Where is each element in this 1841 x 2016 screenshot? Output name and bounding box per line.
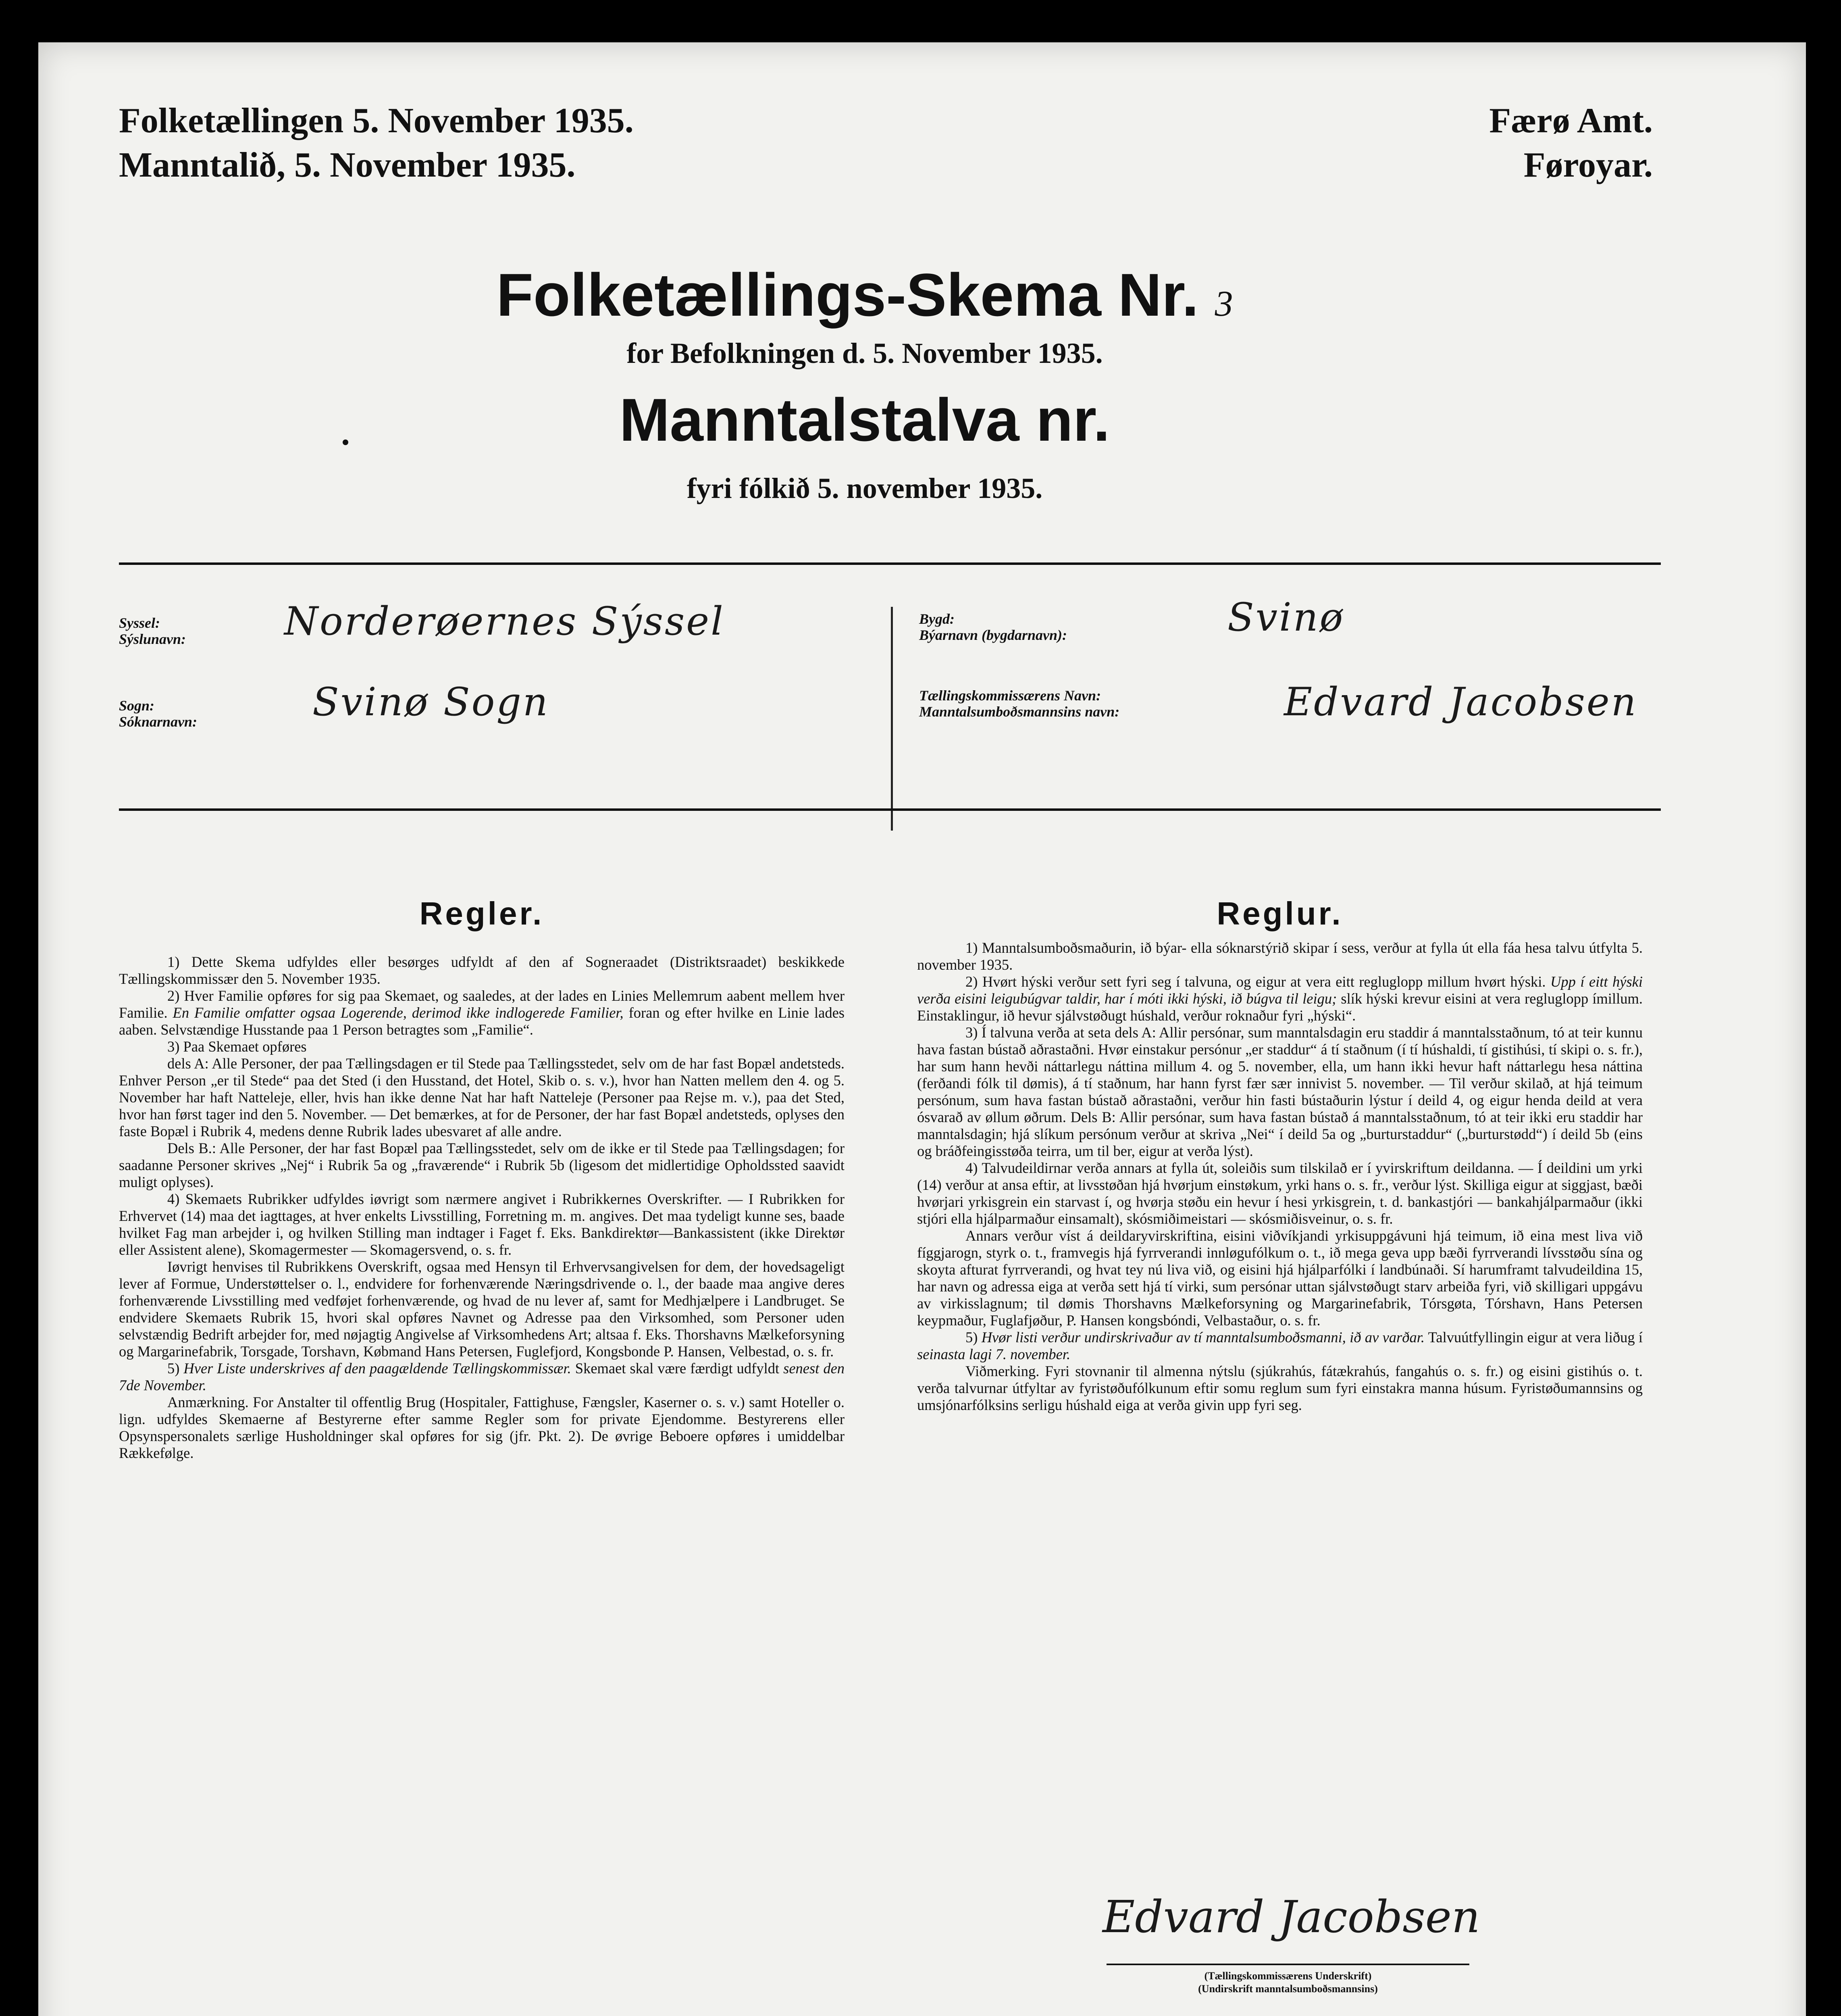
syssel-label <box>119 615 186 647</box>
regler-p2 <box>119 987 845 1038</box>
signature-handwritten: Edvard Jacobsen <box>1103 1891 1480 1943</box>
reglur-p5d: seinasta lagi 7. november. <box>917 1346 1071 1362</box>
reglur-p5b: Hvør listi verður undirskrivaður av tí manntalsumboðsmanni, ið av varðar. <box>981 1329 1425 1345</box>
reglur-title: Reglur. <box>1217 896 1343 931</box>
regler-title: Regler. <box>419 896 544 931</box>
field-column-divider <box>891 607 893 831</box>
reglur-column <box>917 939 1643 1414</box>
kommissaer-label-fo: Manntalsumboðsmannsins navn: <box>919 704 1120 720</box>
header-left-line2: Manntalið, 5. November 1935. <box>119 146 576 185</box>
sogn-value: Svinø Sogn <box>312 679 549 725</box>
regler-p5 <box>119 1360 845 1394</box>
reglur-vidmerking: Viðmerking. Fyri stovnanir til almenna nýtslu (sjúkrahús, fátækrahús, fangahús o. s. fr.) og eisini gistihús o. t. verða talvurnar útfyltar av fyristøðufólkunum eftir somu reglum sum fyri einstakra manna húsum. Fyristøðumannsins og umsjónarfólksins serligu húshald eiga at verða givin upp fyri seg. <box>917 1363 1643 1413</box>
reglur-p2c: slík hýski krevur eisini at vera regluglopp ímillum. Einstaklingur, ið hevur sjálvstøðugt húshald, verður roknaður fyri „hýski“. <box>917 990 1643 1024</box>
regler-p5c: Skemaet skal være færdigt udfyldt <box>575 1360 780 1377</box>
reglur-p5a: 5) <box>965 1329 978 1345</box>
bottom-divider <box>119 808 1661 811</box>
signature-line <box>1107 1964 1469 1965</box>
form-subtitle-danish: for Befolkningen d. 5. November 1935. <box>626 337 1103 369</box>
regler-p3a: dels A: Alle Personer, der paa Tællingsdagen er til Stede paa Tællingsstedet, selv om de har fast Bopæl andetsteds. Enhver Person „er til Stede“ paa det Sted (i den Husstand, det Hotel, Skib o. s. v.), hvor han Natten mellem den 4. og 5. November har haft Natteleje, eller, hvis han ikke denne Nat har haft Natteleje (Personer paa Rejse m. v.), paa det Sted, hvor han først tager ind den 5. November. — Det bemærkes, at for de Personer, der har fast Bopæl andetsteds, oplyses den faste Bopæl i Rubrik 4, medens denne Rubrik lades ubesvaret af alle andre. <box>119 1055 845 1139</box>
header-left-line1: Folketællingen 5. November 1935. <box>119 101 634 140</box>
signature-caption-fo: (Undirskrift manntalsumboðsmannsins) <box>1198 1983 1378 1995</box>
reglur-p5c: Talvuútfyllingin eigur at vera liðug í <box>1428 1329 1643 1345</box>
regler-p4: 4) Skemaets Rubrikker udfyldes iøvrigt som nærmere angivet i Rubrikkernes Overskrifter. — I Rubrikken for Erhvervet (14) maa det iagttages, at hver enkelts Livsstilling, Forretning m. m. angives. Det maa tydeligt kunne ses, baade hvilket Fag man arbejder i, og hvilken Stilling man indtager i Faget f. Eks. Bankdirektør—Bankassistent (ikke Direktør eller Assistent alene), Skomagermester — Skomagersvend, o. s. fr. <box>119 1191 845 1258</box>
sogn-label-fo: Sóknarnavn: <box>119 714 198 730</box>
reglur-p2a: 2) Hvørt hýski verður sett fyri seg í talvuna, og eigur at vera eitt regluglopp millum hvørt hýski. <box>965 973 1546 990</box>
kommissaer-value: Edvard Jacobsen <box>1284 679 1638 725</box>
bygd-label-da: Bygd: <box>919 611 955 627</box>
regler-p1: 1) Dette Skema udfyldes eller besørges udfyldt af den af Sogneraadet (Distriktsraadet) beskikkede Tællingskommissær den 5. November 1935. <box>119 954 845 987</box>
skema-number: 3 <box>1215 284 1233 324</box>
signature-caption <box>1107 1970 1469 1995</box>
top-divider <box>119 562 1661 565</box>
ink-dot <box>343 439 348 445</box>
kommissaer-label-da: Tællingskommissærens Navn: <box>919 687 1101 704</box>
bygd-label-fo: Býarnavn (bygdarnavn): <box>919 627 1067 643</box>
syssel-value: Norderøernes Sýssel <box>284 599 725 644</box>
signature-caption-da: (Tællingskommissærens Underskrift) <box>1204 1970 1372 1982</box>
census-form-page <box>38 42 1806 2016</box>
reglur-p2b: Upp í eitt hýski verða eisini leigubúgvar taldir, har í móti ikki hýski, ið búgva til leigu; <box>917 973 1643 1007</box>
regler-p3: 3) Paa Skemaet opføres <box>167 1038 307 1055</box>
header-right-line2: Føroyar. <box>1523 146 1653 185</box>
regler-p5b: Hver Liste underskrives af den paagældende Tællingskommissær. <box>183 1360 571 1377</box>
sogn-label-da: Sogn: <box>119 698 155 714</box>
form-subtitle-faroese: fyri fólkið 5. november 1935. <box>686 472 1043 504</box>
regler-p3b: Dels B.: Alle Personer, der har fast Bopæl paa Tællingsstedet, selv om de ikke er til Stede paa Tællingsdagen; for saadanne Personer skrives „Nej“ i Rubrik 5a og „fraværende“ i Rubrik 5b (ligesom det midlertidige Opholdssted saavidt muligt oplyses). <box>119 1140 845 1190</box>
header-left <box>119 99 634 187</box>
regler-p2a: 2) Hver Familie opføres for sig paa Skemaet, og saaledes, at der lades en Linies Mellemrum aabent mellem hver Familie. <box>119 987 845 1021</box>
regler-p2c: foran og efter hvilke en Linie lades aaben. Selvstændige Husstande paa 1 Person betragtes som „Familie“. <box>119 1004 845 1038</box>
reglur-p1: 1) Manntalsumboðsmaðurin, ið býar- ella sóknarstýrið skipar í sess, verður at fylla út ella fáa hesa talvu útfylta 5. november 1935. <box>917 939 1643 973</box>
reglur-p5 <box>917 1329 1643 1363</box>
reglur-p4: 4) Talvudeildirnar verða annars at fylla út, soleiðis sum tilskilað er í yvirskriftum deildanna. — Í deildini um yrki (14) verður at ansa eftir, at livsstøðan hjá hvørjum einstøkum, yrki hans o. s. fr., verður lýst. Skilliga eigur at siggjast, bæði hvørjari yrkisgrein ein starvast í, og hvørja støðu ein hevur í hesi yrkisgrein, t. d. bankastjóri — bankahjálparmaður (ikki stjóri ella hjálparmaður einsamalt), skósmiðimeistari — skósmiðisveinur, o. s. fr. <box>917 1160 1643 1227</box>
header-right-line1: Færø Amt. <box>1489 101 1653 140</box>
regler-column <box>119 954 845 1462</box>
sogn-label <box>119 698 197 730</box>
regler-p4b: Iøvrigt henvises til Rubrikkens Overskrift, ogsaa med Hensyn til Erhvervsangivelsen for dem, der hovedsageligt lever af Formue, Understøttelser o. l., endvidere for forhenværende Næringsdrivende o. l., der baade maa angive deres forhenværende Livsstilling med vedføjet forhenværende, og hvad de nu lever af, samt for Medhjælpere i Landbruget. Se endvidere Skemaets Rubrik 15, hvori skal opføres Navnet og Adresse paa den Virksomhed, som Personer uden selvstændig Bedrift arbejder for, med nøjagtig Angivelse af Virksomhedens Art; altsaa f. Eks. Thorshavns Mælkeforsyning og Margarinefabrik, Torsgade, Torshavn, Købmand Hans Petersen, Fuglefjord, Kongsbonde P. Hansen, Velbestad, o. s. fr. <box>119 1258 845 1360</box>
bygd-label <box>919 611 1067 643</box>
header-right <box>1489 99 1653 187</box>
syssel-label-fo: Sýslunavn: <box>119 631 186 647</box>
kommissaer-label <box>919 687 1119 720</box>
form-title-faroese: Manntalstalva nr. <box>619 386 1110 454</box>
bygd-value: Svinø <box>1227 595 1345 640</box>
form-title-danish-text: Folketællings-Skema Nr. <box>496 261 1199 329</box>
reglur-p3: 3) Í talvuna verða at seta dels A: Allir persónar, sum manntalsdagin eru staddir á manntalsstaðnum, tó at teir kunnu hava fastan bústað aðrastaðni. Hvør einstakur persónur „er staddur“ á tí staðnum (í tí húshaldi, tí gistihúsi, tí skipi o. s. fr.), har sum hann hevði náttarlegu náttina millum 4. og 5. november, ella, um hann ikki hevur haft náttarlegu hesa náttina (ferðandi fólk til dømis), á tí staðnum, har hann fyrst fær sær innivist 5. november. — Til verður skilað, at hjá teimum persónum, sum hava fastan bústað aðrastaðni, verður hin fasti bústaðurin lýstur í deild 4, og eigur henda deild at vera ósvarað av øllum øðrum. Dels B: Allir persónar, sum hava fastan bústað á manntalsstaðnum, tó at teir ikki eru staddir har manntalsdagin; hjá slíkum persónum verður at skriva „Nei“ í deild 5a og „burturstaddur“ („burturstødd“) í deild 5b (eins og bráðfeingisstøða teirra, um til ber, eigur at verða lýst). <box>917 1024 1643 1159</box>
regler-p5d: senest den 7de November. <box>119 1360 845 1393</box>
reglur-p2 <box>917 973 1643 1024</box>
regler-p5a: 5) <box>167 1360 180 1377</box>
regler-anmaerkning: Anmærkning. For Anstalter til offentlig Brug (Hospitaler, Fattighuse, Fængsler, Kaserner o. s. v.) samt Hoteller o. lign. udfyldes Skemaerne af Bestyrerne efter samme Regler som for private Ejendomme. Bestyrerens eller Opsynspersonalets særlige Husholdninger skal opføres for sig (jfr. Pkt. 2). De øvrige Beboere opføres i umiddelbar Rækkefølge. <box>119 1394 845 1461</box>
syssel-label-da: Syssel: <box>119 615 160 631</box>
regler-p2b: En Familie omfatter ogsaa Logerende, derimod ikke indlogerede Familier, <box>173 1004 624 1021</box>
reglur-p4b: Annars verður víst á deildaryvirskriftina, eisini viðvíkjandi yrkisuppgávuni hjá teimum, ið eina mest liva við fíggjarogn, styrk o. t., framvegis hjá fyrrverandi innløgufólkum o. t., ið mega geva upp bæði fyrrverandi lívsstøðu sína og skoyta afturat fyrrverandi, og hvat tey nú liva við, og eisini hjá hjálparfólki í landbúnaði. Sí harumframt talvudeildina 15, har navn og adressa eiga at verða sett hjá tí virki, sum persónar uttan sjálvstøðugt starv arbeiða fyri, við skilligari uppgávu av virkisslagnum; til dømis Thorshavns Mælkeforsyning og Margarinefabrik, Tórsgøta, Tórshavn, Hans Petersen keypmaður, Fuglafjøður, P. Hansen kongsbóndi, Velbastaður, o. s. fr. <box>917 1227 1643 1329</box>
form-title-danish <box>38 260 1691 330</box>
